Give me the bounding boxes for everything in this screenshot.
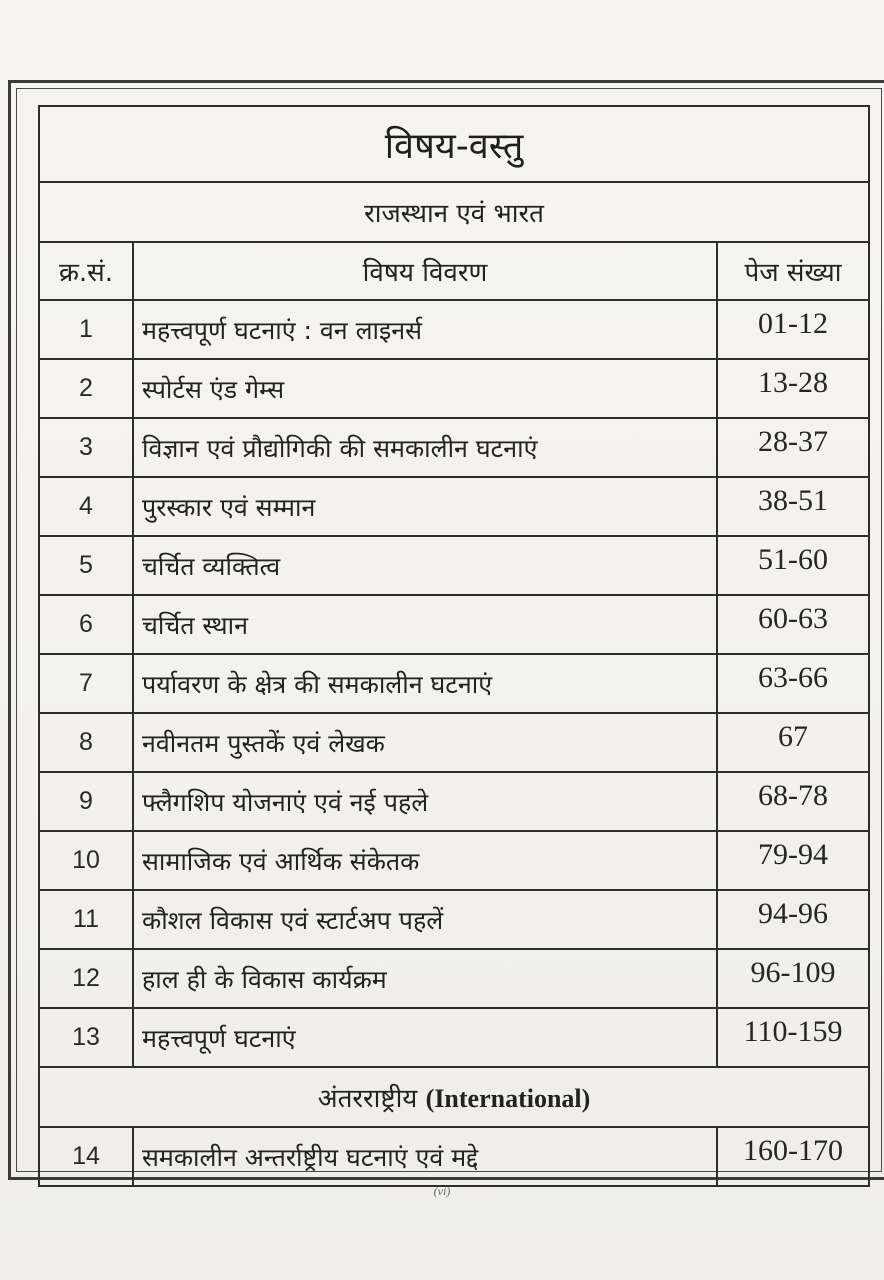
page-range: 63-66	[717, 654, 869, 713]
table-row	[39, 949, 869, 1008]
topic-title: समकालीन अन्तर्राष्ट्रीय घटनाएं एवं मद्दे	[133, 1127, 717, 1186]
topic-title: महत्त्वपूर्ण घटनाएं	[133, 1008, 717, 1067]
serial-number: 3	[39, 418, 133, 477]
table-row	[39, 713, 869, 772]
page-number: (vi)	[433, 1184, 451, 1198]
page-range: 68-78	[717, 772, 869, 831]
serial-number: 7	[39, 654, 133, 713]
serial-number: 4	[39, 477, 133, 536]
page-range: 67	[717, 713, 869, 772]
serial-number: 11	[39, 890, 133, 949]
serial-number: 14	[39, 1127, 133, 1186]
serial-number: 6	[39, 595, 133, 654]
table-row	[39, 300, 869, 359]
table-row	[39, 1127, 869, 1186]
page-range: 51-60	[717, 536, 869, 595]
table-row	[39, 890, 869, 949]
page-range: 96-109	[717, 949, 869, 1008]
section-heading-international	[39, 1067, 869, 1127]
column-header-serial: क्र.सं.	[39, 242, 133, 300]
page-range: 110-159	[717, 1008, 869, 1067]
table-row	[39, 477, 869, 536]
page-range: 160-170	[717, 1127, 869, 1186]
section-heading-rajasthan-india: राजस्थान एवं भारत	[39, 182, 869, 242]
section-heading-hindi: अंतरराष्ट्रीय	[317, 1084, 418, 1114]
table-row	[39, 831, 869, 890]
topic-title: सामाजिक एवं आर्थिक संकेतक	[133, 831, 717, 890]
page-range: 13-28	[717, 359, 869, 418]
page-range: 28-37	[717, 418, 869, 477]
table-row	[39, 595, 869, 654]
table-row	[39, 1008, 869, 1067]
column-header-pages: पेज संख्या	[717, 242, 869, 300]
page-range: 01-12	[717, 300, 869, 359]
topic-title: स्पोर्टस एंड गेम्स	[133, 359, 717, 418]
topic-title: कौशल विकास एवं स्टार्टअप पहलें	[133, 890, 717, 949]
topic-title: फ्लैगशिप योजनाएं एवं नई पहले	[133, 772, 717, 831]
topic-title: चर्चित स्थान	[133, 595, 717, 654]
serial-number: 12	[39, 949, 133, 1008]
topic-title: हाल ही के विकास कार्यक्रम	[133, 949, 717, 1008]
topic-title: पर्यावरण के क्षेत्र की समकालीन घटनाएं	[133, 654, 717, 713]
contents-table	[38, 105, 870, 1187]
page-range: 38-51	[717, 477, 869, 536]
page-range: 79-94	[717, 831, 869, 890]
topic-title: विज्ञान एवं प्रौद्योगिकी की समकालीन घटनाएं	[133, 418, 717, 477]
serial-number: 5	[39, 536, 133, 595]
contents-title: विषय-वस्तु	[39, 106, 869, 182]
table-row	[39, 418, 869, 477]
table-row	[39, 536, 869, 595]
column-header-topic: विषय विवरण	[133, 242, 717, 300]
serial-number: 10	[39, 831, 133, 890]
table-row	[39, 772, 869, 831]
serial-number: 9	[39, 772, 133, 831]
table-row	[39, 359, 869, 418]
topic-title: नवीनतम पुस्तकें एवं लेखक	[133, 713, 717, 772]
serial-number: 2	[39, 359, 133, 418]
table-row	[39, 654, 869, 713]
section-heading-english: (International)	[425, 1084, 591, 1113]
topic-title: पुरस्कार एवं सम्मान	[133, 477, 717, 536]
topic-title: चर्चित व्यक्तित्व	[133, 536, 717, 595]
serial-number: 8	[39, 713, 133, 772]
serial-number: 1	[39, 300, 133, 359]
page-range: 60-63	[717, 595, 869, 654]
serial-number: 13	[39, 1008, 133, 1067]
topic-title: महत्त्वपूर्ण घटनाएं : वन लाइनर्स	[133, 300, 717, 359]
page-range: 94-96	[717, 890, 869, 949]
